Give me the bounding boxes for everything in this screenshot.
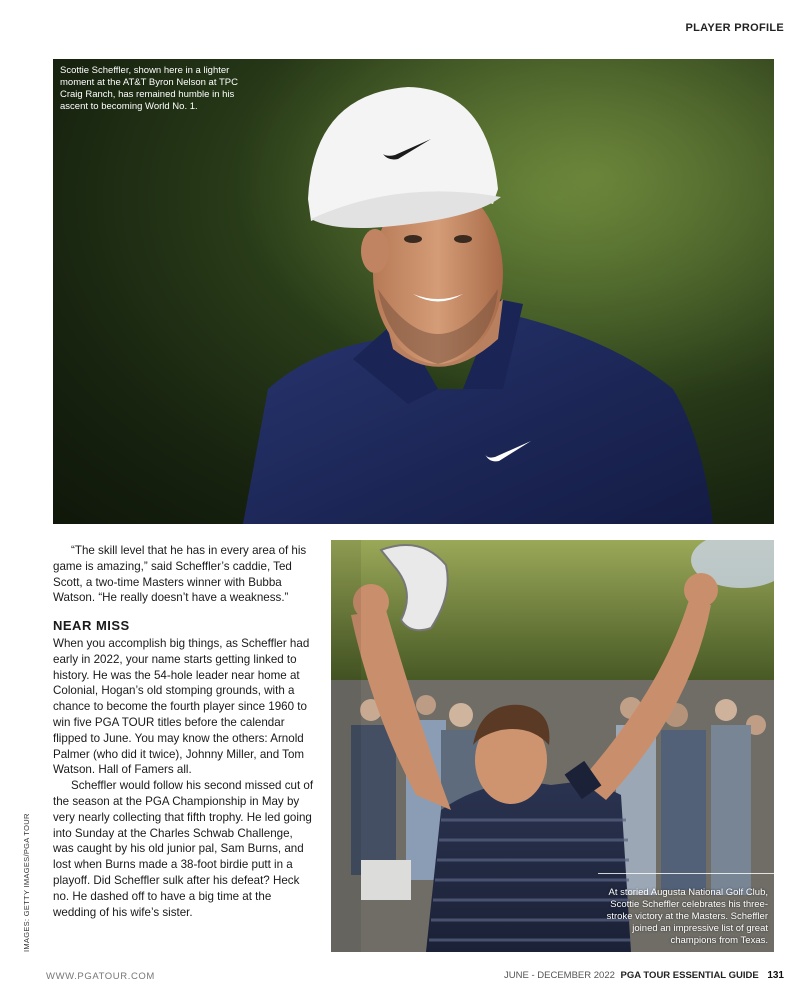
photo-credit: IMAGES: GETTY IMAGES/PGA TOUR <box>22 813 31 952</box>
footer-right <box>504 970 784 981</box>
bottom-photo-caption: At storied Augusta National Golf Club, Scottie Scheffler celebrates his three-stroke victory at the Masters. Scheffler joined an impressive list of great champions from Texas. <box>606 887 768 946</box>
page-number: 131 <box>767 970 784 981</box>
footer-issue: JUNE - DECEMBER 2022 <box>504 970 615 981</box>
footer-website: WWW.PGATOUR.COM <box>46 971 155 982</box>
section-label: PLAYER PROFILE <box>685 22 784 34</box>
article-subhead: NEAR MISS <box>53 618 130 634</box>
article-paragraph-1: “The skill level that he has in every area of his game is amazing,” said Scheffler’s caddie, Ted Scott, a two-time Masters winner with Bubba Watson. “He really doesn’t have a weakness.” <box>53 544 307 605</box>
bottom-photo <box>331 540 774 952</box>
article-column <box>53 543 315 920</box>
footer-guide: PGA TOUR ESSENTIAL GUIDE <box>620 970 759 981</box>
top-photo <box>53 59 774 524</box>
article-paragraph-2: When you accomplish big things, as Scheffler had early in 2022, your name starts getting linked to history. He was the 54-hole leader near home at Colonial, Hogan’s old stomping grounds, with a chance to become the fourth player since 1960 to win five PGA TOUR titles before the calendar flipped to June. You may know the others: Arnold Palmer (who did it twice), Johnny Miller, and Tom Watson. Hall of Famers all. <box>53 636 310 777</box>
top-photo-caption: Scottie Scheffler, shown here in a lighter moment at the AT&T Byron Nelson at TPC Craig Ranch, has remained humble in his ascent to becoming World No. 1. <box>60 65 238 112</box>
bottom-caption-rule <box>598 873 774 874</box>
golfer-portrait-illustration <box>53 59 774 524</box>
article-paragraph-3: Scheffler would follow his second missed cut of the season at the PGA Championship in May by very nearly collecting that fifth trophy. He led going into Sunday at the Charles Schwab Challenge, was caught by his old junior pal, Sam Burns, and lost when Burns made a 38-foot birdie putt in a playoff. Did Scheffler sulk after his defeat? Heck no. He dashed off to have a big time at the wedding of his wife’s sister. <box>53 779 314 919</box>
